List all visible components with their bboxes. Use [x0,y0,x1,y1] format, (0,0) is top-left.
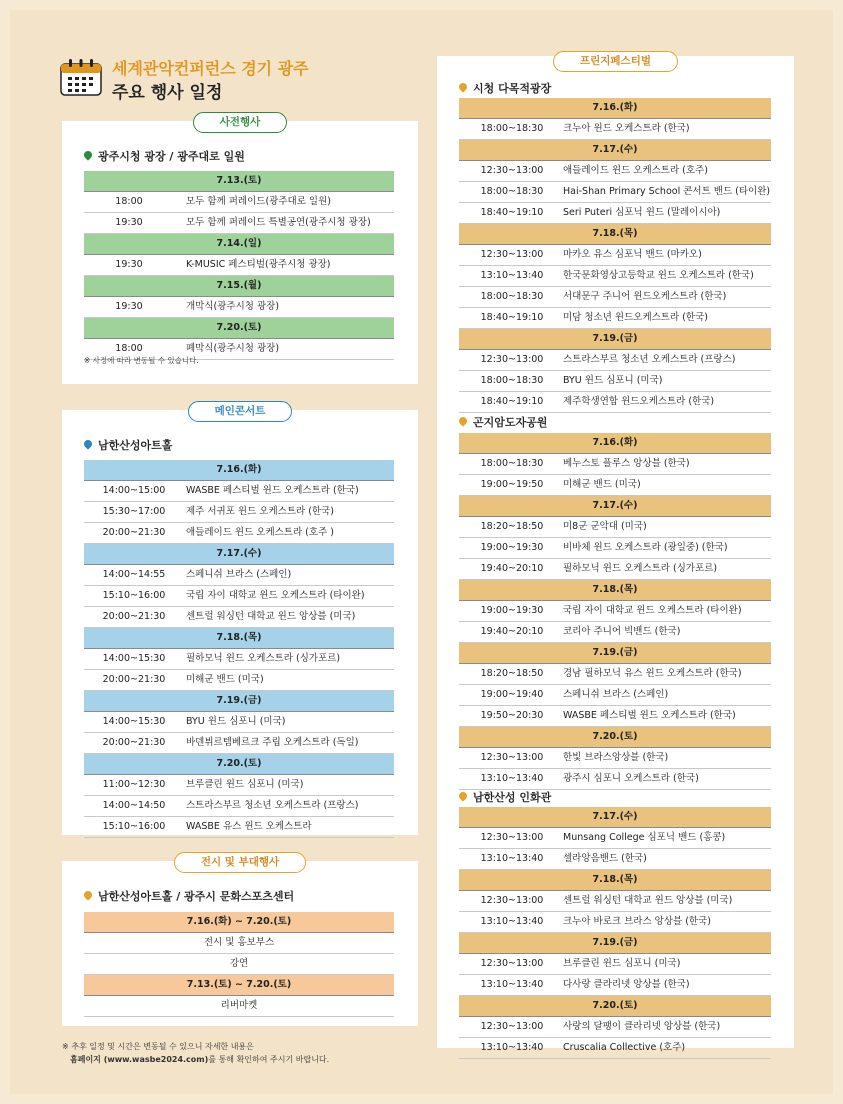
table-row [84,481,394,502]
time-cell: 18:40~19:10 [480,396,544,407]
table-row [459,392,771,413]
event-cell: 폐막식(광주시청 광장) [186,343,280,354]
table-row [84,255,394,276]
location-pin-icon [457,81,468,92]
location-label: 시청 다목적광장 [473,82,552,95]
exhibition-tag: 전시 및 부대행사 [174,852,306,873]
table-row [84,523,394,544]
time-cell: 14:00~14:50 [102,800,166,811]
table-row [459,828,771,849]
event-cell: 국립 자이 대학교 윈드 오케스트라 (타이완) [186,590,365,601]
location-label: 남한산성아트홀 / 광주시 문화스포츠센터 [98,890,295,903]
time-cell: 18:40~19:10 [480,207,544,218]
time-cell: 19:00~19:30 [480,605,544,616]
list-item: 강연 [84,954,394,975]
event-cell: 필하모닉 윈드 오케스트라 (싱가포르) [563,563,718,574]
date-row: 7.13.(토) ~ 7.20.(토) [84,975,394,996]
date-row: 7.16.(화) [459,98,771,119]
table-row [84,649,394,670]
event-cell: 스페니쉬 브라스 (스페인) [563,689,669,700]
footer-note [62,1040,329,1066]
time-cell: 12:30~13:00 [480,832,544,843]
table-row [459,203,771,224]
event-cell: WASBE 페스티벌 윈드 오케스트라 (한국) [563,710,736,721]
time-cell: 13:10~13:40 [480,773,544,784]
pre-event-location [84,148,245,164]
time-cell: 19:00~19:30 [480,542,544,553]
table-row [459,245,771,266]
footer-line-1: ※ 추후 일정 및 시간은 변동될 수 있으니 자세한 내용은 [62,1042,254,1051]
date-row: 7.18.(목) [84,628,394,649]
list-item: 전시 및 홍보부스 [84,933,394,954]
event-cell: BYU 윈드 심포니 (미국) [563,375,663,386]
title-line-1: 세계관악컨퍼런스 경기 광주 [112,59,309,78]
event-cell: Munsang College 심포닉 밴드 (홍콩) [563,832,726,843]
location-label: 광주시청 광장 / 광주대로 일원 [98,150,245,163]
time-cell: 18:00~18:30 [480,458,544,469]
table-row [459,601,771,622]
fringe-table-1 [459,98,771,413]
time-cell: 12:30~13:00 [480,895,544,906]
event-cell: 센트럴 워싱턴 대학교 윈드 앙상블 (미국) [563,895,733,906]
event-cell: 마카오 유스 심포닉 밴드 (마카오) [563,249,702,260]
time-cell: 12:30~13:00 [480,354,544,365]
table-row [459,664,771,685]
time-cell: 13:10~13:40 [480,916,544,927]
event-cell: K-MUSIC 페스티벌(광주시청 광장) [186,259,331,270]
table-row [459,517,771,538]
fringe-location-2 [459,414,547,430]
date-row: 7.16.(화) [84,460,394,481]
fringe-table-2 [459,433,771,790]
date-row: 7.18.(목) [459,224,771,245]
event-cell: 필하모닉 윈드 오케스트라 (싱가포르) [186,653,341,664]
location-label: 곤지암도자공원 [473,416,548,429]
time-cell: 18:00 [115,343,143,354]
table-row [84,502,394,523]
fringe-location-1 [459,80,551,96]
pre-event-panel [62,116,418,384]
event-cell: 광주시 심포니 오케스트라 (한국) [563,773,699,784]
table-row [459,266,771,287]
time-cell: 14:00~15:00 [102,485,166,496]
time-cell: 19:40~20:10 [480,563,544,574]
table-row [84,586,394,607]
table-row [84,297,394,318]
main-concert-tag: 메인콘서트 [188,401,293,422]
exhibition-panel [62,856,418,1026]
date-row: 7.15.(월) [84,276,394,297]
time-cell: 19:30 [115,217,143,228]
exhibition-location [84,888,294,904]
time-cell: 12:30~13:00 [480,958,544,969]
event-cell: 다사랑 클라리넷 앙상블 (한국) [563,979,690,990]
fringe-table-3 [459,807,771,1059]
date-row: 7.17.(수) [459,140,771,161]
table-row [459,559,771,580]
event-cell: 개막식(광주시청 광장) [186,301,280,312]
time-cell: 12:30~13:00 [480,249,544,260]
date-row: 7.18.(목) [459,870,771,891]
event-cell: 미담 청소년 윈드오케스트라 (한국) [563,312,708,323]
location-label: 남한산성 인화관 [473,791,552,804]
event-cell: 모두 함께 퍼레이드(광주대로 일원) [186,196,331,207]
event-cell: 사랑의 달팽이 클라리넷 앙상블 (한국) [563,1021,721,1032]
event-cell: 스트라스부르 청소년 오케스트라 (프랑스) [186,800,359,811]
date-row: 7.14.(일) [84,234,394,255]
time-cell: 12:30~13:00 [480,752,544,763]
time-cell: 11:00~12:30 [102,779,166,790]
time-cell: 15:10~16:00 [102,590,166,601]
table-row [84,817,394,838]
table-row [459,1038,771,1059]
event-cell: 제주 서귀포 윈드 오케스트라 (한국) [186,506,334,517]
table-row [84,775,394,796]
time-cell: 13:10~13:40 [480,853,544,864]
table-row [84,670,394,691]
event-cell: 크누아 바로크 브라스 앙상블 (한국) [563,916,711,927]
event-cell: 바덴뷔르템베르크 주립 오케스트라 (독일) [186,737,359,748]
event-cell: 브루클린 윈드 심포니 (미국) [186,779,304,790]
location-pin-icon [82,149,93,160]
time-cell: 20:00~21:30 [102,674,166,685]
event-cell: 크누아 윈드 오케스트라 (한국) [563,123,690,134]
pre-event-tag: 사전행사 [193,112,288,133]
location-pin-icon [457,415,468,426]
event-cell: 한빛 브라스앙상블 (한국) [563,752,669,763]
table-row [84,607,394,628]
time-cell: 13:10~13:40 [480,979,544,990]
time-cell: 12:30~13:00 [480,1021,544,1032]
date-row: 7.19.(금) [459,933,771,954]
event-cell: 베누스토 플루스 앙상블 (한국) [563,458,690,469]
time-cell: 19:30 [115,301,143,312]
table-row [459,182,771,203]
table-row [459,119,771,140]
event-cell: Seri Puteri 심포닉 윈드 (말레이시아) [563,207,721,218]
table-row [459,975,771,996]
event-cell: 서대문구 주니어 윈드오케스트라 (한국) [563,291,727,302]
table-row [459,706,771,727]
table-row [459,685,771,706]
time-cell: 18:00~18:30 [480,186,544,197]
fringe-tag: 프린지페스티벌 [553,51,678,72]
event-cell: 국립 자이 대학교 윈드 오케스트라 (타이완) [563,605,742,616]
table-row [84,796,394,817]
table-row [459,287,771,308]
date-row: 7.17.(수) [459,496,771,517]
date-row: 7.20.(토) [459,996,771,1017]
table-row [459,538,771,559]
table-row [459,308,771,329]
table-row [459,350,771,371]
time-cell: 19:40~20:10 [480,626,544,637]
time-cell: 18:00~18:30 [480,123,544,134]
date-row: 7.19.(금) [459,643,771,664]
event-cell: BYU 윈드 심포니 (미국) [186,716,286,727]
footer-line-2 [62,1053,329,1066]
time-cell: 15:30~17:00 [102,506,166,517]
time-cell: 14:00~15:30 [102,653,166,664]
date-row: 7.17.(수) [84,544,394,565]
table-row [459,475,771,496]
event-cell: 브루클린 윈드 심포니 (미국) [563,958,681,969]
time-cell: 19:30 [115,259,143,270]
table-row [459,891,771,912]
pre-event-table [84,171,394,360]
event-cell: 제주학생연합 윈드오케스트라 (한국) [563,396,715,407]
event-cell: 애들레이드 윈드 오케스트라 (호주 ) [186,527,334,538]
date-row: 7.18.(목) [459,580,771,601]
date-row: 7.19.(금) [84,691,394,712]
fringe-panel [437,55,794,1053]
time-cell: 14:00~15:30 [102,716,166,727]
location-label: 남한산성아트홀 [98,439,173,452]
footer-homepage: 홈페이지 (www.wasbe2024.com) [70,1055,209,1064]
time-cell: 12:30~13:00 [480,165,544,176]
event-cell: 경남 필하모닉 유스 윈드 오케스트라 (한국) [563,668,742,679]
time-cell: 20:00~21:30 [102,611,166,622]
time-cell: 15:10~16:00 [102,821,166,832]
date-row: 7.16.(화) [459,433,771,454]
time-cell: 18:00 [115,196,143,207]
table-row [84,712,394,733]
time-cell: 19:50~20:30 [480,710,544,721]
table-row [459,849,771,870]
event-cell: 스트라스부르 청소년 오케스트라 (프랑스) [563,354,736,365]
calendar-icon [60,58,102,96]
table-row [84,565,394,586]
time-cell: 14:00~14:55 [102,569,166,580]
main-concert-panel [62,405,418,835]
time-cell: 13:10~13:40 [480,270,544,281]
time-cell: 18:00~18:30 [480,291,544,302]
event-cell: 미해군 밴드 (미국) [563,479,641,490]
main-concert-table [84,460,394,838]
location-pin-icon [82,889,93,900]
time-cell: 20:00~21:30 [102,527,166,538]
event-cell: 모두 함께 퍼레이드 특별공연(광주시청 광장) [186,217,371,228]
exhibition-table [84,912,394,1017]
location-pin-icon [82,438,93,449]
time-cell: 18:40~19:10 [480,312,544,323]
event-cell: 셀라앙음밴드 (한국) [563,853,647,864]
title-line-2: 주요 행사 일정 [112,83,223,103]
date-row: 7.20.(토) [459,727,771,748]
event-cell: Hai-Shan Primary School 콘서트 밴드 (타이완) [563,186,771,197]
time-cell: 18:20~18:50 [480,668,544,679]
event-cell: 비바체 윈드 오케스트라 (광일중) (한국) [563,542,728,553]
footer-line-2-rest: 를 통해 확인하여 주시기 바랍니다. [208,1055,330,1064]
table-row [459,622,771,643]
table-row [459,748,771,769]
event-cell: WASBE 페스티벌 윈드 오케스트라 (한국) [186,485,359,496]
time-cell: 20:00~21:30 [102,737,166,748]
time-cell: 18:00~18:30 [480,375,544,386]
time-cell: 19:00~19:40 [480,689,544,700]
date-row: 7.20.(토) [84,318,394,339]
location-pin-icon [457,790,468,801]
date-row: 7.13.(토) [84,171,394,192]
event-cell: 한국문화영상고등학교 윈드 오케스트라 (한국) [563,270,754,281]
table-row [459,954,771,975]
date-row: 7.16.(화) ~ 7.20.(토) [84,912,394,933]
table-row [459,769,771,790]
table-row [84,733,394,754]
time-cell: 13:10~13:40 [480,1042,544,1053]
event-cell: 미8군 군악대 (미국) [563,521,647,532]
table-row [459,912,771,933]
table-row [459,1017,771,1038]
table-row [459,371,771,392]
table-row [84,213,394,234]
event-cell: 스페니쉬 브라스 (스페인) [186,569,292,580]
time-cell: 19:00~19:50 [480,479,544,490]
table-row [459,454,771,475]
list-item: 리버마켓 [84,996,394,1017]
main-concert-location [84,437,172,453]
fringe-location-3 [459,789,551,805]
pre-event-note: ※ 사정에 따라 변동될 수 있습니다. [84,356,199,365]
event-cell: 애들레이드 윈드 오케스트라 (호주) [563,165,708,176]
table-row [84,192,394,213]
time-cell: 18:20~18:50 [480,521,544,532]
event-cell: WASBE 유스 윈드 오케스트라 [186,821,312,832]
date-row: 7.20.(토) [84,754,394,775]
event-cell: Cruscalia Collective (호주) [563,1042,686,1053]
event-cell: 코리아 주니어 빅밴드 (한국) [563,626,681,637]
table-row [459,161,771,182]
event-cell: 센트럴 워싱턴 대학교 윈드 앙상블 (미국) [186,611,356,622]
event-cell: 미해군 밴드 (미국) [186,674,264,685]
date-row: 7.19.(금) [459,329,771,350]
date-row: 7.17.(수) [459,807,771,828]
